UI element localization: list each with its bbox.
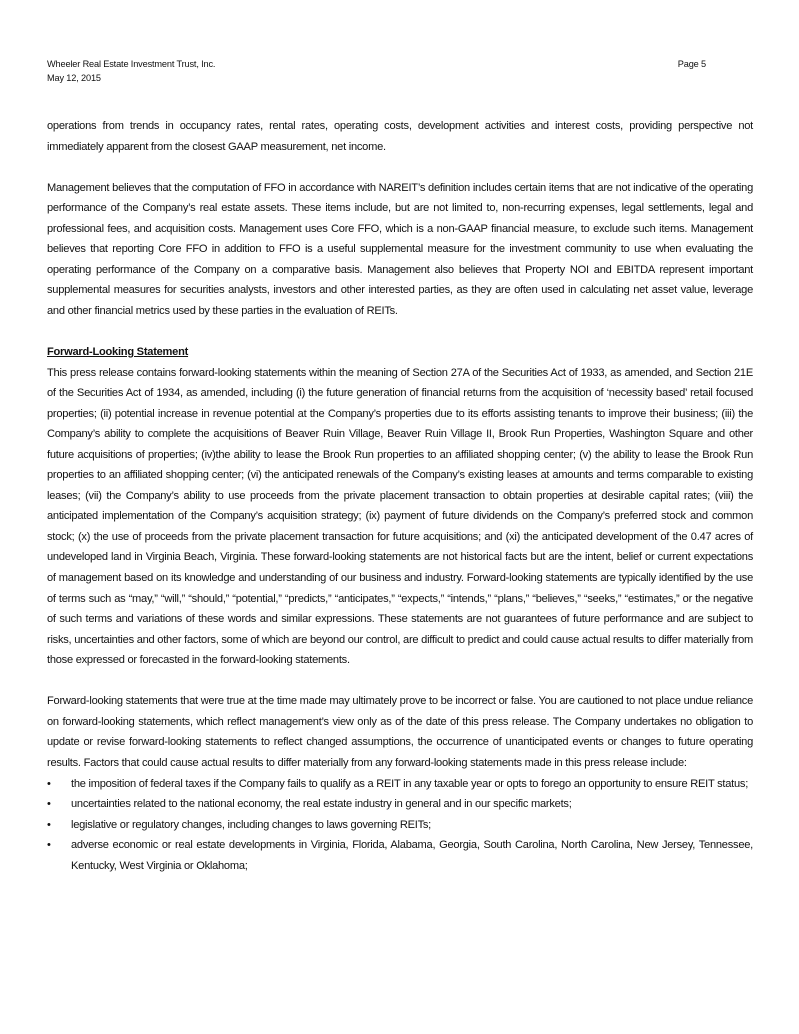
list-item: • adverse economic or real estate developments in Virginia, Florida, Alabama, Georgia, South Carolina, North Carolina, New Jersey, Tennessee, Kentucky, West Virginia or Oklahoma;	[47, 835, 753, 876]
bullet-icon: •	[47, 818, 51, 831]
page-number: Page 5	[677, 59, 706, 69]
spacer	[47, 157, 753, 178]
paragraph-core-ffo: Management believes that the computation of FFO in accordance with NAREIT’s definition includes certain items that are not indicative of the operating performance of the Company’s real estate assets. These items include, but are not limited to, non-recurring expenses, legal settlements, legal and professional fees, and acquisition costs. Management uses Core FFO, which is a non-GAAP financial measure, to exclude such items. Management believes that reporting Core FFO in addition to FFO is a useful supplemental measure for the investment community to use when evaluating the operating performance of the Company on a comparative basis. Management also believes that Property NOI and EBITDA represent important supplemental measures for securities analysts, investors and other interested parties, as they are often used in calculating net asset value, leverage and other financial metrics used by these parties in the evaluation of REITs.	[47, 181, 753, 317]
bullet-icon: •	[47, 839, 51, 852]
paragraph-ffo-continued: operations from trends in occupancy rates, rental rates, operating costs, development activities and interest costs, providing perspective not immediately apparent from the closest GAAP measurement, net income.	[47, 120, 753, 153]
bullet-icon: •	[47, 777, 51, 790]
list-item: • the imposition of federal taxes if the Company fails to qualify as a REIT in any taxable year or opts to forego an opportunity to ensure REIT status;	[47, 774, 753, 795]
company-name: Wheeler Real Estate Investment Trust, Inc.	[47, 59, 216, 69]
risk-factor-list	[47, 774, 753, 877]
list-item: • uncertainties related to the national economy, the real estate industry in general and in our specific markets;	[47, 794, 753, 815]
list-item: • legislative or regulatory changes, including changes to laws governing REITs;	[47, 815, 753, 836]
document-body	[47, 116, 753, 876]
page-header	[47, 57, 753, 85]
bullet-icon: •	[47, 798, 51, 811]
spacer	[47, 321, 753, 342]
release-date: May 12, 2015	[47, 73, 101, 83]
paragraph-caution: Forward-looking statements that were true at the time made may ultimately prove to be incorrect or false. You are cautioned to not place undue reliance on forward-looking statements, which reflect management’s view only as of the date of this press release. The Company undertakes no obligation to update or revise forward-looking statements to reflect changed assumptions, the occurrence of unanticipated events or changes to future operating results. Factors that could cause actual results to differ materially from any forward-looking statements made in this press release include:	[47, 695, 753, 769]
section-heading: Forward-Looking Statement	[47, 346, 189, 359]
paragraph-forward-looking: This press release contains forward-looking statements within the meaning of Section 27A of the Securities Act of 1933, as amended, and Section 21E of the Securities Act of 1934, as amended, including (i) the future generation of financial returns from the acquisition of ‘necessity based’ retail focused properties; (ii) potential increase in revenue potential at the Company’s properties due to its efforts assisting tenants to improve their business; (iii) the Company’s ability to complete the acquisitions of Beaver Ruin Village, Beaver Ruin Village II, Brook Run Properties, Washington Square and other future acquisitions of properties; (iv)the ability to lease the Brook Run properties to an affiliated shopping center; (v) the ability to lease the Brook Run properties to an affiliated shopping center; (vi) the anticipated renewals of the Company’s existing leases at amounts and terms comparable to existing leases; (vii) the Company’s ability to use proceeds from the private placement transaction to obtain properties at desirable capital rates; (viii) the anticipated implementation of the Company’s acquisition strategy; (ix) payment of future dividends on the Company’s preferred stock and common stock; (x) the use of proceeds from the private placement transaction for future acquisitions; and (xi) the anticipated development of the 0.47 acres of undeveloped land in Virginia Beach, Virginia. These forward-looking statements are not historical facts but are the intent, belief or current expectations of management based on its knowledge and understanding of our business and industry. Forward-looking statements are typically identified by the use of terms such as “may,” “will,” “should,” “potential,” “predicts,” “anticipates,” “expects,” “intends,” “plans,” “believes,” “seeks,” “estimates,” or the negative of such terms and variations of these words and similar expressions. These statements are not guarantees of future performance and are subject to risks, uncertainties and other factors, some of which are beyond our control, are difficult to predict and could cause actual results to differ materially from those expressed or forecasted in the forward-looking statements.	[47, 366, 753, 667]
spacer	[47, 671, 753, 692]
